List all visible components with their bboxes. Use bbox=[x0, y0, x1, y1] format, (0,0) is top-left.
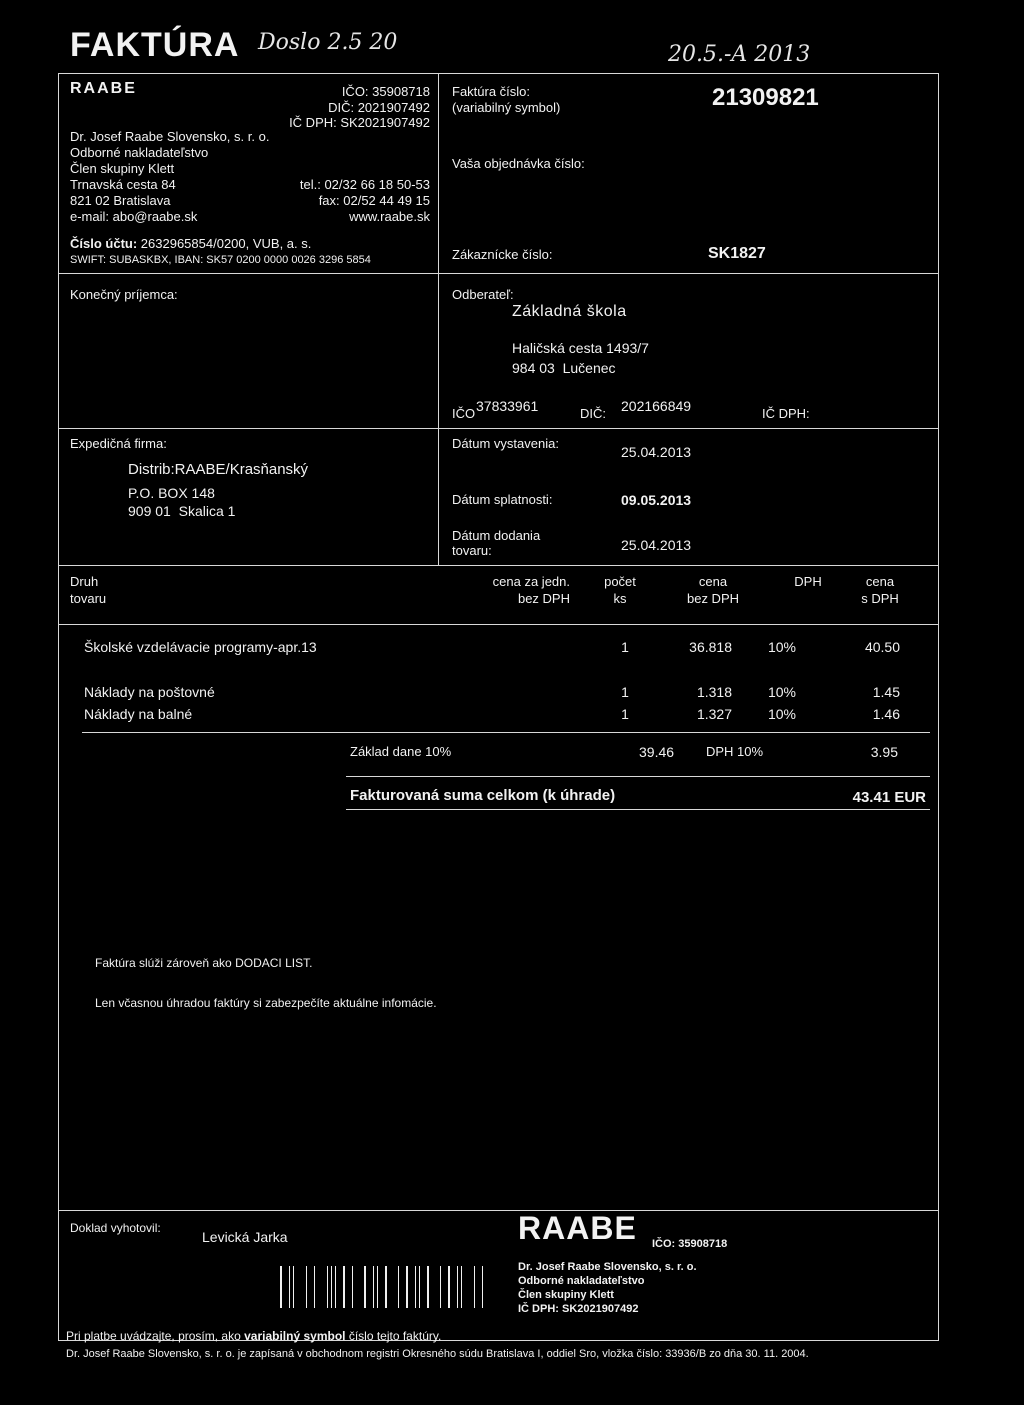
item-name: Náklady na balné bbox=[84, 706, 193, 722]
invoice-number-label: Faktúra číslo: bbox=[452, 84, 531, 99]
buyer-city: 984 03 Lučenec bbox=[512, 360, 616, 376]
item-price: 1.327 bbox=[696, 706, 732, 722]
frame-center-divider bbox=[438, 73, 439, 565]
col-goods-header-2: tovaru bbox=[70, 591, 107, 606]
barcode-bar bbox=[289, 1266, 290, 1308]
buyer-ico-label: IČO bbox=[452, 406, 476, 421]
divider-addresses bbox=[58, 428, 939, 429]
shipping-city: 909 01 Skalica 1 bbox=[128, 503, 236, 519]
divider-tax bbox=[346, 776, 930, 777]
issued-by-label: Doklad vyhotovil: bbox=[70, 1221, 161, 1235]
item-total: 1.45 bbox=[872, 684, 900, 700]
barcode-bar bbox=[474, 1266, 475, 1308]
buyer-ico: 37833961 bbox=[476, 398, 539, 414]
col-goods-header-1: Druh bbox=[70, 574, 99, 589]
supplier-city: 821 02 Bratislava bbox=[70, 193, 171, 208]
footer-ico: IČO: 35908718 bbox=[652, 1238, 728, 1250]
payment-instruction-bold: variabilný symbol bbox=[244, 1329, 346, 1343]
issue-date: 25.04.2013 bbox=[621, 444, 692, 460]
col-vat-header: DPH bbox=[794, 574, 822, 589]
handwritten-note-left: Doslo 2.5 20 bbox=[258, 30, 398, 55]
supplier-fax: fax: 02/52 44 49 15 bbox=[318, 193, 430, 208]
barcode-bar bbox=[373, 1266, 374, 1308]
buyer-icdph-label: IČ DPH: bbox=[762, 406, 810, 421]
item-vat: 10% bbox=[767, 639, 796, 655]
item-vat: 10% bbox=[767, 706, 796, 722]
item-total: 1.46 bbox=[872, 706, 900, 722]
barcode-bar bbox=[427, 1266, 429, 1308]
note-payment: Len včasnou úhradou faktúry si zabezpečíte aktuálne infomácie. bbox=[95, 996, 437, 1010]
issue-date-label: Dátum vystavenia: bbox=[452, 436, 559, 451]
col-total-header-1: cena bbox=[865, 574, 895, 589]
barcode-bar bbox=[343, 1266, 345, 1308]
payment-instruction-suffix: číslo tejto faktúry. bbox=[348, 1329, 442, 1343]
shipping-company-name: Distrib:RAABE/Krasňanský bbox=[128, 461, 309, 478]
supplier-line2: Odborné nakladateľstvo bbox=[70, 145, 209, 160]
item-total: 40.50 bbox=[864, 639, 900, 655]
note-delivery-list: Faktúra slúži zároveň ako DODACI LIST. bbox=[95, 956, 313, 970]
account-label: Číslo účtu: bbox=[70, 236, 138, 251]
shipping-company-label: Expedičná firma: bbox=[70, 436, 167, 451]
supplier-street: Trnavská cesta 84 bbox=[70, 177, 176, 192]
item-qty: 1 bbox=[621, 684, 629, 700]
supplier-email: e-mail: abo@raabe.sk bbox=[70, 209, 198, 224]
supplier-line3: Člen skupiny Klett bbox=[70, 161, 175, 176]
footer-company-line3: Člen skupiny Klett bbox=[518, 1289, 614, 1301]
total-label: Fakturovaná suma celkom (k úhrade) bbox=[350, 787, 616, 804]
table-row bbox=[0, 639, 1024, 657]
buyer-dic: 202166849 bbox=[621, 398, 692, 414]
divider-dates bbox=[58, 565, 939, 566]
barcode-bar bbox=[482, 1266, 483, 1308]
supplier-tel: tel.: 02/32 66 18 50-53 bbox=[299, 177, 430, 192]
total-value: 43.41 EUR bbox=[852, 789, 926, 806]
col-price-header-2: bez DPH bbox=[686, 591, 740, 606]
barcode-bar bbox=[352, 1266, 353, 1308]
buyer-label: Odberateľ: bbox=[452, 287, 514, 302]
barcode-bar bbox=[377, 1266, 378, 1308]
supplier-name: Dr. Josef Raabe Slovensko, s. r. o. bbox=[70, 129, 270, 144]
table-row bbox=[0, 684, 1024, 702]
handwritten-note-right: 20.5.-A 2013 bbox=[668, 42, 811, 67]
tax-base-label: Základ dane 10% bbox=[350, 744, 452, 759]
barcode-bar bbox=[327, 1266, 328, 1308]
barcode-bar bbox=[461, 1266, 462, 1308]
barcode-bar bbox=[293, 1266, 294, 1308]
barcode bbox=[280, 1266, 482, 1308]
account-value: 2632965854/0200, VUB, a. s. bbox=[140, 236, 312, 251]
customer-number-label: Zákaznícke číslo: bbox=[452, 247, 553, 262]
barcode-bar bbox=[331, 1266, 332, 1308]
table-row bbox=[0, 706, 1024, 724]
barcode-bar bbox=[457, 1266, 458, 1308]
divider-footer bbox=[58, 1210, 939, 1211]
customer-number: SK1827 bbox=[708, 245, 766, 262]
invoice-number: 21309821 bbox=[712, 84, 819, 111]
supplier-web: www.raabe.sk bbox=[349, 209, 430, 224]
divider-total bbox=[346, 809, 930, 810]
footer-icdph: IČ DPH: SK2021907492 bbox=[518, 1303, 639, 1315]
delivery-date-label-sub: tovaru: bbox=[452, 543, 492, 558]
barcode-bar bbox=[440, 1266, 441, 1308]
item-qty: 1 bbox=[621, 639, 629, 655]
barcode-bar bbox=[419, 1266, 420, 1308]
col-unit-header-1: cena za jedn. bbox=[492, 574, 570, 589]
supplier-ico: IČO: 35908718 bbox=[341, 84, 430, 99]
delivery-date: 25.04.2013 bbox=[621, 537, 692, 553]
footer-logo: RAABE bbox=[518, 1210, 637, 1246]
footer-company-line2: Odborné nakladateľstvo bbox=[518, 1275, 645, 1287]
buyer-name: Základná škola bbox=[512, 303, 627, 320]
supplier-account bbox=[70, 236, 311, 252]
col-total-header-2: s DPH bbox=[861, 591, 899, 606]
buyer-dic-label: DIČ: bbox=[580, 406, 606, 421]
divider-table-header bbox=[58, 624, 939, 625]
item-name: Náklady na poštovné bbox=[84, 684, 215, 700]
barcode-bar bbox=[448, 1266, 450, 1308]
vat-label: DPH 10% bbox=[706, 744, 764, 759]
divider-header bbox=[58, 273, 939, 274]
barcode-bar bbox=[280, 1266, 282, 1308]
tax-base-value: 39.46 bbox=[639, 744, 675, 760]
vat-value: 3.95 bbox=[870, 744, 898, 760]
delivery-date-label: Dátum dodania bbox=[452, 528, 541, 543]
final-recipient-label: Konečný príjemca: bbox=[70, 287, 178, 302]
supplier-icdph: IČ DPH: SK2021907492 bbox=[289, 115, 430, 130]
item-vat: 10% bbox=[767, 684, 796, 700]
item-name: Školské vzdelávacie programy-apr.13 bbox=[84, 639, 317, 655]
col-price-header-1: cena bbox=[698, 574, 728, 589]
due-date: 09.05.2013 bbox=[621, 492, 692, 508]
divider-items bbox=[82, 732, 930, 733]
shipping-box: P.O. BOX 148 bbox=[128, 485, 215, 501]
invoice-number-label-sub: (variabilný symbol) bbox=[452, 100, 561, 115]
barcode-bar bbox=[415, 1266, 416, 1308]
col-qty-header-1: počet bbox=[604, 574, 636, 589]
item-price: 36.818 bbox=[689, 639, 732, 655]
issued-by-name: Levická Jarka bbox=[202, 1229, 288, 1245]
footer-company-name: Dr. Josef Raabe Slovensko, s. r. o. bbox=[518, 1261, 697, 1273]
barcode-bar bbox=[406, 1266, 408, 1308]
payment-instruction bbox=[66, 1329, 441, 1344]
barcode-bar bbox=[385, 1266, 387, 1308]
document-title: FAKTÚRA bbox=[70, 26, 240, 64]
barcode-bar bbox=[364, 1266, 366, 1308]
supplier-dic: DIČ: 2021907492 bbox=[328, 100, 430, 115]
col-qty-header-2: ks bbox=[613, 591, 627, 606]
buyer-street: Haličská cesta 1493/7 bbox=[512, 340, 649, 356]
barcode-bar bbox=[306, 1266, 307, 1308]
supplier-logo: RAABE bbox=[70, 80, 137, 97]
payment-instruction-prefix: Pri platbe uvádzajte, prosím, ako bbox=[66, 1329, 241, 1343]
barcode-bar bbox=[398, 1266, 399, 1308]
barcode-bar bbox=[335, 1266, 336, 1308]
order-number-label: Vaša objednávka číslo: bbox=[452, 156, 585, 171]
item-qty: 1 bbox=[621, 706, 629, 722]
registry-note: Dr. Josef Raabe Slovensko, s. r. o. je zapísaná v obchodnom registri Okresného súdu Bratislava I, oddiel Sro, vložka číslo: 33936/B zo dňa 30. 11. 2004. bbox=[66, 1348, 809, 1360]
barcode-bar bbox=[314, 1266, 315, 1308]
supplier-swift: SWIFT: SUBASKBX, IBAN: SK57 0200 0000 0026 3296 5854 bbox=[70, 254, 371, 266]
frame-top bbox=[58, 73, 939, 74]
col-unit-header-2: bez DPH bbox=[517, 591, 570, 606]
due-date-label: Dátum splatnosti: bbox=[452, 492, 553, 507]
item-price: 1.318 bbox=[696, 684, 732, 700]
